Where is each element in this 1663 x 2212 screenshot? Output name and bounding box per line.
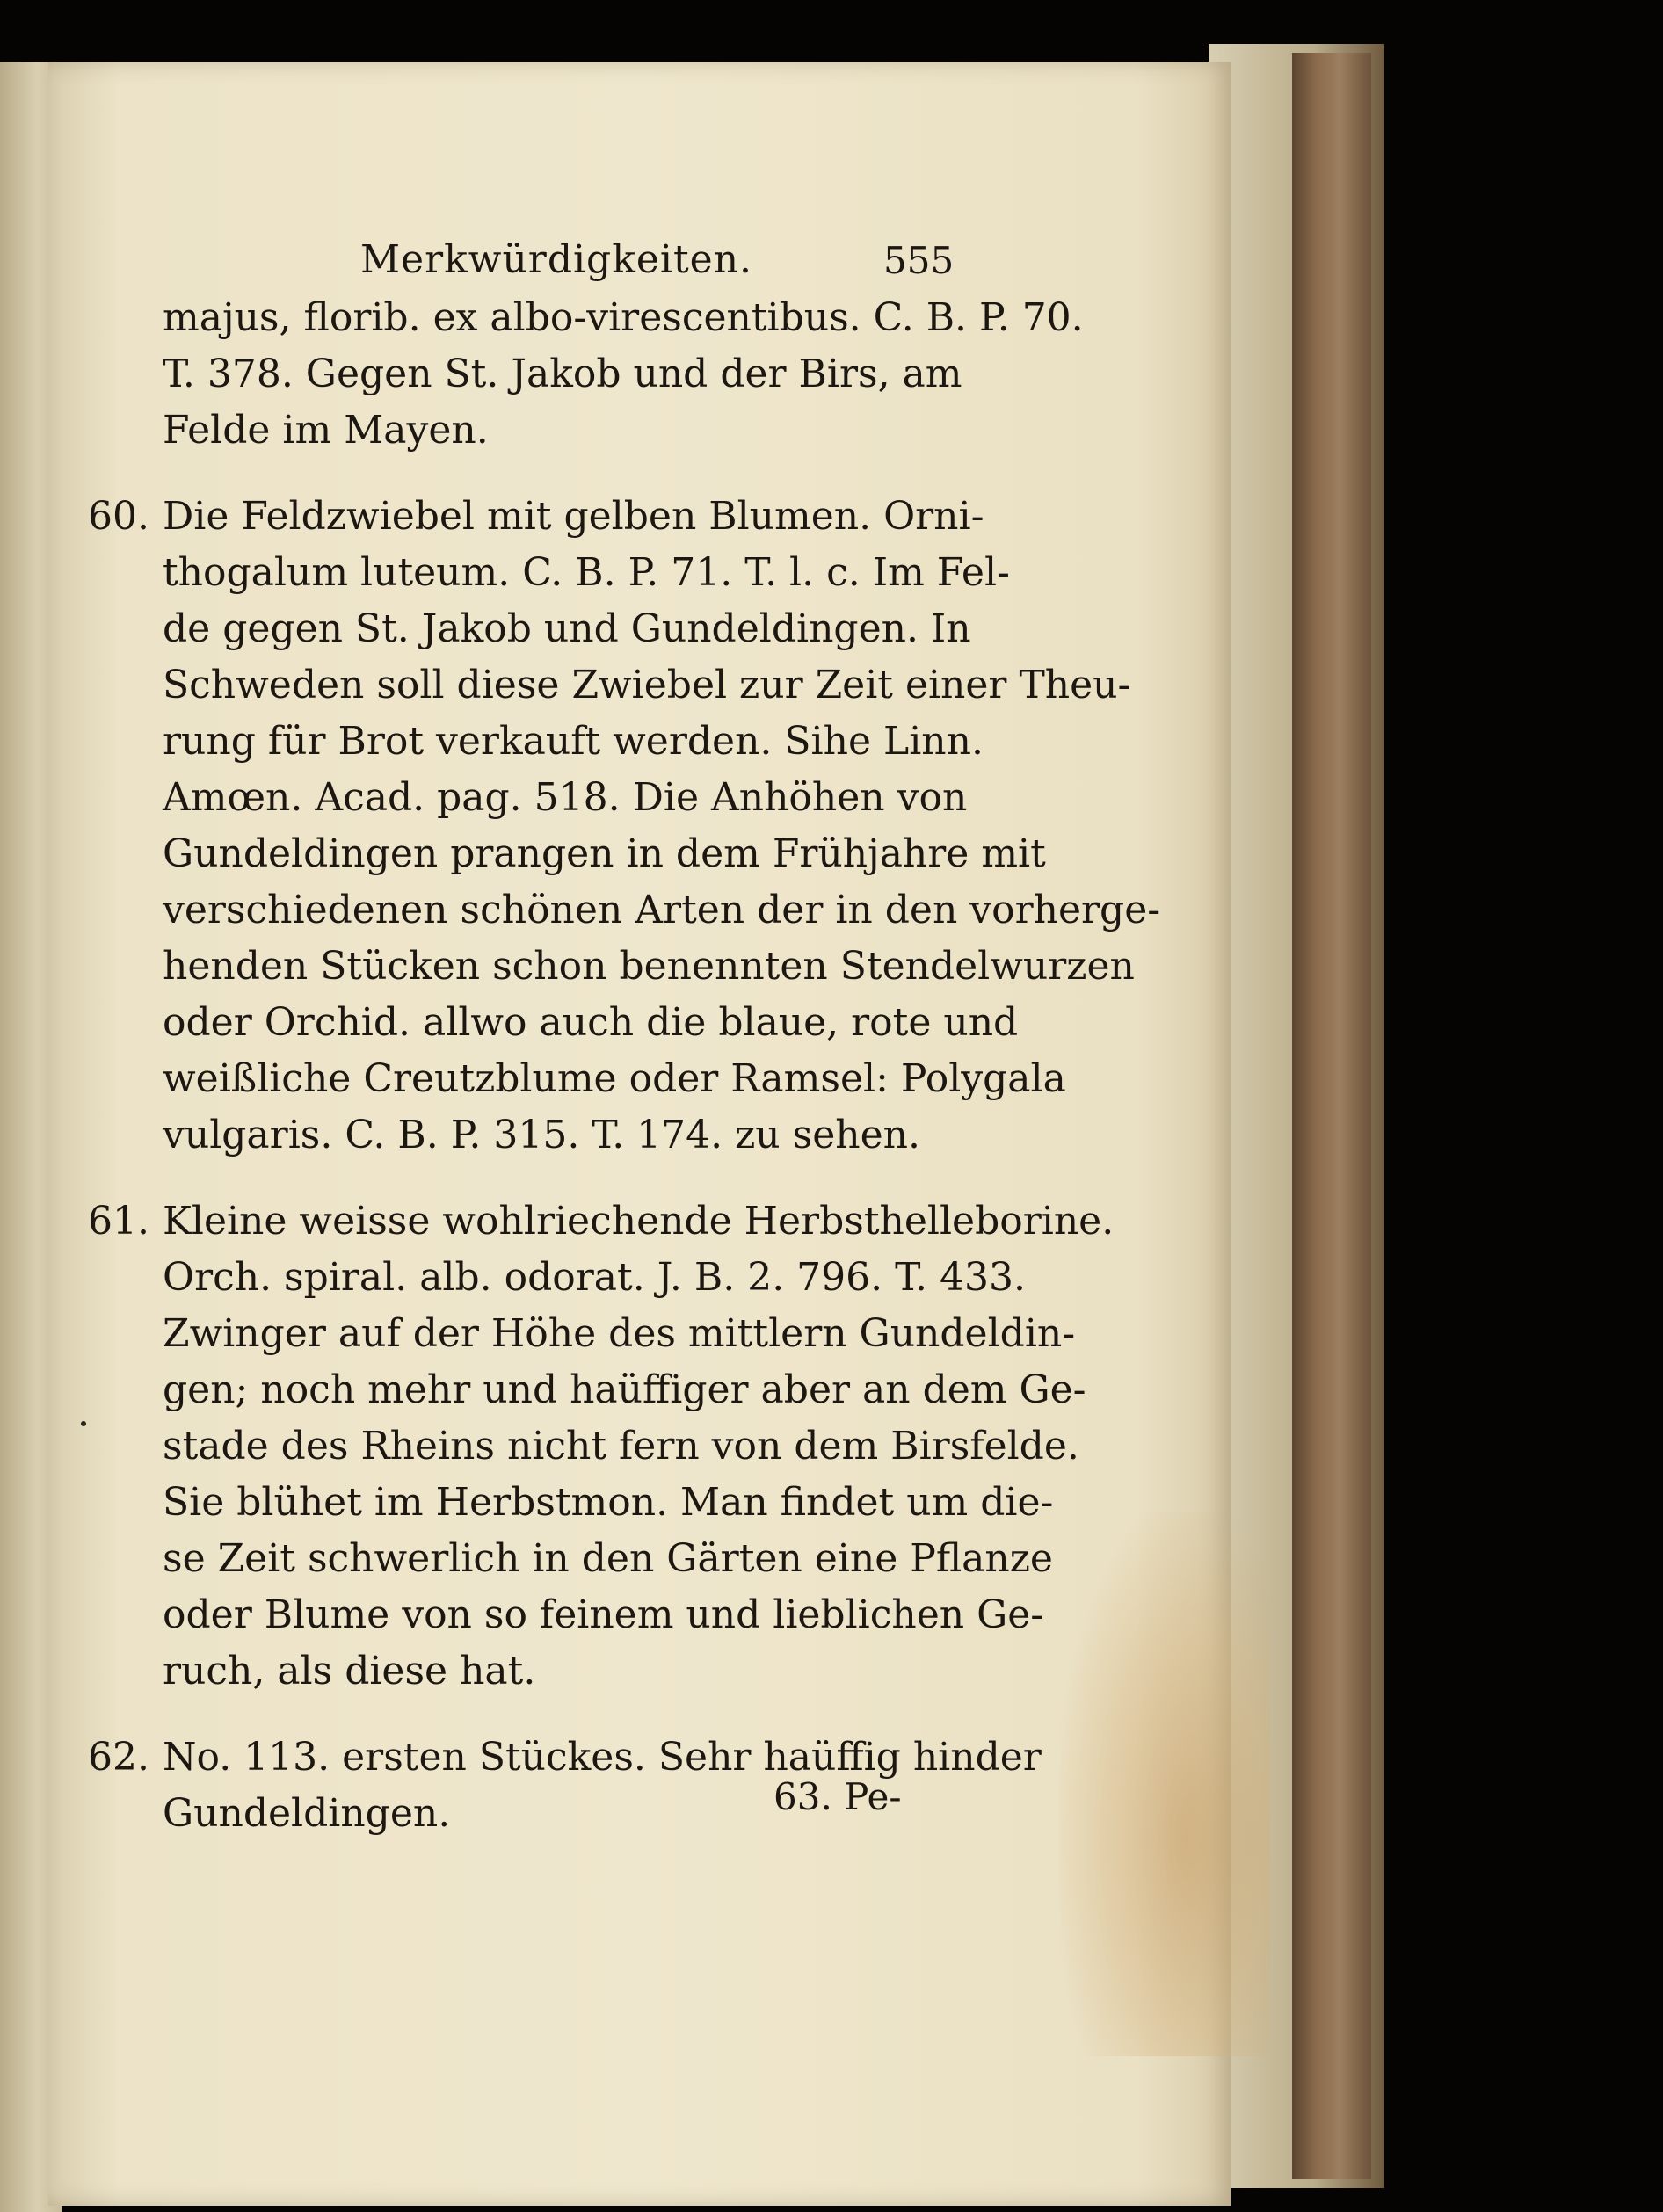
- line-text: de gegen St. Jakob und Gundeldingen. In: [163, 606, 971, 651]
- line-text: Gundeldingen.: [163, 1791, 451, 1836]
- line-text: oder Blume von so feinem und lieblichen Ge-: [163, 1592, 1044, 1637]
- line-text: gen; noch mehr und haüffiger aber an dem Ge-: [163, 1367, 1086, 1412]
- text-lines: [88, 290, 1161, 1842]
- water-stain: [1059, 1512, 1270, 2056]
- text-line: [88, 657, 1131, 714]
- line-text: Zwinger auf der Höhe des mittlern Gundeldin-: [163, 1311, 1076, 1356]
- page-number: 555: [883, 239, 955, 282]
- line-text: rung für Brot verkauft werden. Sihe Linn.: [163, 719, 984, 764]
- line-text: stade des Rheins nicht fern von dem Birsfelde.: [163, 1424, 1079, 1469]
- text-line: [88, 1475, 1054, 1531]
- line-text: Amœn. Acad. pag. 518. Die Anhöhen von: [163, 775, 968, 820]
- text-line: [88, 1107, 1011, 1164]
- line-text: thogalum luteum. C. B. P. 71. T. l. c. Im Fel-: [163, 550, 1010, 595]
- text-line: [88, 1193, 1115, 1250]
- entry-number: 62.: [88, 1735, 149, 1780]
- text-line: [88, 601, 1011, 657]
- line-text: Schweden soll diese Zwiebel zur Zeit einer Theu-: [163, 663, 1131, 707]
- catchword: 63. Pe-: [773, 1775, 902, 1818]
- paragraph-gap: [88, 1700, 1011, 1730]
- text-line: [88, 1587, 1044, 1643]
- line-text: Sie blühet im Herbstmon. Man findet um die-: [163, 1480, 1054, 1525]
- line-text: se Zeit schwerlich in den Gärten eine Pflanze: [163, 1536, 1053, 1581]
- running-title: Merkwürdigkeiten.: [360, 237, 753, 282]
- text-line: [88, 346, 1011, 403]
- text-line: [88, 403, 1011, 459]
- line-text: Die Feldzwiebel mit gelben Blumen. Orni-: [163, 494, 984, 539]
- text-line: [88, 1418, 1079, 1475]
- book-cover: [1292, 53, 1371, 2179]
- paragraph-gap: [88, 459, 1011, 489]
- line-text: vulgaris. C. B. P. 315. T. 174. zu sehen.: [163, 1113, 920, 1157]
- text-line: [88, 882, 1161, 939]
- text-line: [88, 1250, 1026, 1306]
- text-line: [88, 1362, 1086, 1418]
- line-text: oder Orchid. allwo auch die blaue, rote und: [163, 1000, 1019, 1045]
- text-line: [88, 770, 1011, 826]
- text-line: [88, 489, 1011, 545]
- line-text: Gundeldingen prangen in dem Frühjahre mit: [163, 831, 1046, 876]
- line-text: No. 113. ersten Stückes. Sehr haüffig hinder: [163, 1735, 1042, 1780]
- text-line: [88, 826, 1046, 882]
- paragraph-gap: [88, 1164, 1011, 1193]
- text-line: [88, 1643, 1011, 1700]
- line-text: Felde im Mayen.: [163, 408, 489, 453]
- line-text: Orch. spiral. alb. odorat. J. B. 2. 796. T. 433.: [163, 1255, 1026, 1300]
- line-text: T. 378. Gegen St. Jakob und der Birs, am: [163, 352, 962, 396]
- text-line: [88, 545, 1011, 601]
- text-line: [88, 1306, 1076, 1362]
- line-text: verschiedenen schönen Arten der in den vorherge-: [163, 888, 1161, 932]
- line-text: ruch, als diese hat.: [163, 1649, 536, 1693]
- line-text: henden Stücken schon benennten Stendelwurzen: [163, 944, 1135, 989]
- entry-number: 61.: [88, 1199, 149, 1244]
- text-line: [88, 1051, 1066, 1107]
- text-line: [88, 1531, 1053, 1587]
- text-line: [88, 290, 1084, 346]
- text-line: [88, 995, 1019, 1051]
- text-line: [88, 714, 1011, 770]
- line-text: weißliche Creutzblume oder Ramsel: Polygala: [163, 1056, 1066, 1101]
- line-text: majus, florib. ex albo-virescentibus. C. B. P. 70.: [163, 295, 1084, 340]
- running-head: [88, 220, 1011, 290]
- ink-speck: [81, 1421, 86, 1426]
- entry-number: 60.: [88, 494, 149, 539]
- page-text: [88, 220, 1161, 1842]
- line-text: Kleine weisse wohlriechende Herbsthelleborine.: [163, 1199, 1115, 1244]
- text-line: [88, 939, 1135, 995]
